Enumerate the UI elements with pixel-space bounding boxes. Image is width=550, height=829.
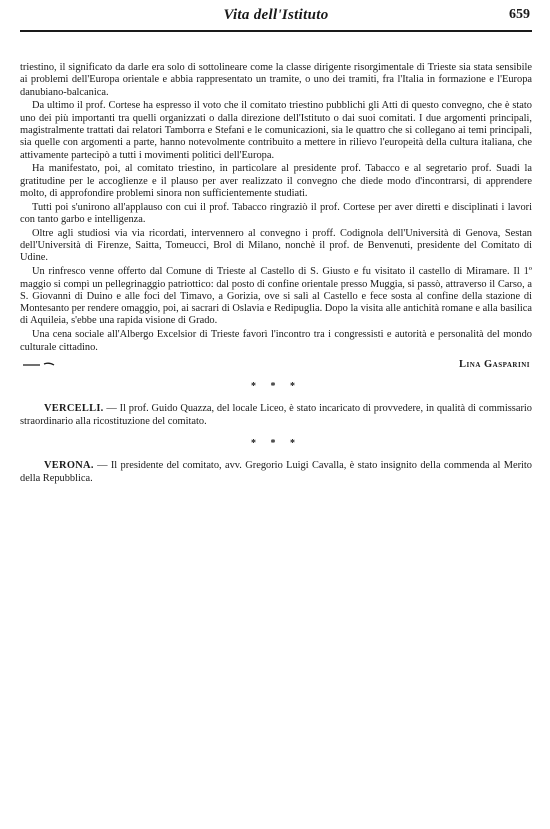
running-title: Vita dell'Istituto: [223, 7, 329, 23]
author-signature: Lina Gasparini: [459, 358, 530, 370]
notice-place: VERONA.: [44, 459, 94, 471]
report-body: [20, 62, 532, 354]
page: [20, 6, 532, 485]
paragraph: Ha manifestato, poi, al comitato triestino, in particolare al presidente prof. Tabacco e al segretario prof. Suadi la gratitudine per le accoglienze e il plauso per aver realizzato il convegno che diede modo d'incontrarsi, di apprendere molto, di approfondire problemi sinora non sufficientemente studiati.: [20, 163, 532, 199]
section-separator: * * *: [251, 437, 301, 449]
paragraph: Un rinfresco venne offerto dal Comune di Trieste al Castello di S. Giusto e fu visitato il castello di Miramare. Il 1º maggio si compì un pellegrinaggio patriottico: dal posto di confine orientale presso Muggia, si passò, attraverso il Carso, a S. Giovanni di Duino e alle foci del Timavo, a Gorizia, ove si salì al Castello e fece sosta al confine della stazione di Montesanto per rendere omaggio, poi, ai sacrari di Oslavia e Redipuglia. Dopo la visita alle antichità romane e alla basilica di Aquileia, s'ebbe una rapida visione di Grado.: [20, 266, 532, 327]
notice-text: — Il presidente del comitato, avv. Gregorio Luigi Cavalla, è stato insignito della commenda al Merito della Repubblica.: [20, 459, 532, 484]
notice-verona: [20, 459, 532, 485]
page-header: [20, 6, 532, 32]
paragraph: triestino, il significato da darle era solo di sottolineare come la classe dirigente risorgimentale di Trieste sia stata sensibile ai problemi dell'Europa orientale e abbia rappresentato un tramite, o uno dei tramiti, fra l'Italia in formazione e l'Europa danubiano-balcanica.: [20, 62, 532, 98]
section-separator: * * *: [251, 380, 301, 392]
signature-line: [20, 357, 532, 371]
notice-vercelli: [20, 402, 532, 428]
paragraph: Tutti poi s'unirono all'applauso con cui il prof. Tabacco ringraziò il prof. Cortese per aver diretti e disciplinati i lavori con tanto garbo e intelligenza.: [20, 201, 532, 226]
paragraph: Una cena sociale all'Albergo Excelsior di Trieste favorì l'incontro tra i congressisti e autorità e personalità del mondo culturale cittadino.: [20, 329, 532, 353]
notice-text: — Il prof. Guido Quazza, del locale Liceo, è stato incaricato di provvedere, in qualità di commissario straordinario alla ricostituzione del comitato.: [20, 402, 532, 427]
handwritten-mark: [22, 360, 56, 371]
notice-place: VERCELLI.: [44, 402, 104, 414]
page-number: 659: [509, 7, 530, 22]
paragraph: Da ultimo il prof. Cortese ha espresso il voto che il comitato triestino pubblichi gli Atti di questo convegno, che è stato uno dei più importanti tra quelli organizzati o dalla direzione dell'Istituto o dai suoi comitati. I due argomenti principali, magistralmente trattati dai relatori Tamborra e Stefani e le comunicazioni, sia le quattro che si collegano ai temi principali, sia quelle con argomenti a parte, hanno notevolmente contribuito a mettere in rilievo l'europeità della cultura italiana, che attivamente partecipò a tutti i movimenti politici dell'Europa.: [20, 100, 532, 161]
paragraph: Oltre agli studiosi via via ricordati, intervennero al convegno i proff. Codignola dell'Università di Genova, Sestan dell'Università di Firenze, Saitta, Tomeucci, Brol di Milano, nonchè il prof. de Benvenuti, presidente del Comitato di Udine.: [20, 227, 532, 264]
